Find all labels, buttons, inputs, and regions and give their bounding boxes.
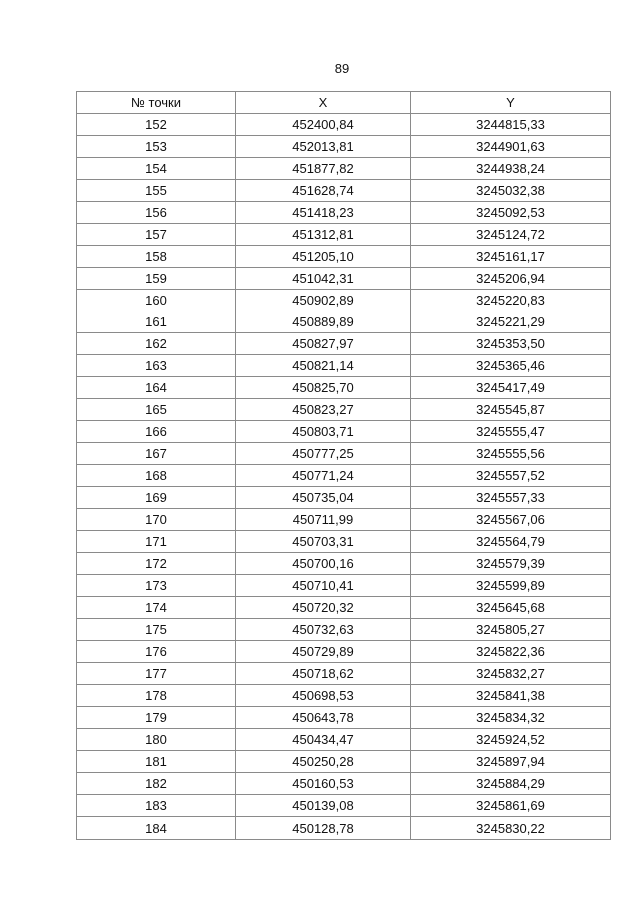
point-number-cell: 154 xyxy=(77,158,236,180)
point-number-cell: 156 xyxy=(77,202,236,224)
point-number-cell: 158 xyxy=(77,246,236,268)
coordinates-table xyxy=(76,91,611,840)
point-number-cell: 163 xyxy=(77,355,236,377)
table-row xyxy=(77,795,611,817)
x-cell: 450643,78 xyxy=(236,707,411,729)
table-row xyxy=(77,114,611,136)
point-number-cell: 168 xyxy=(77,465,236,487)
x-cell: 450889,89 xyxy=(236,311,411,333)
y-cell: 3245032,38 xyxy=(411,180,611,202)
y-cell: 3245884,29 xyxy=(411,773,611,795)
y-cell: 3245221,29 xyxy=(411,311,611,333)
header-point-number: № точки xyxy=(77,92,236,114)
point-number-cell: 174 xyxy=(77,597,236,619)
point-number-cell: 155 xyxy=(77,180,236,202)
table-row xyxy=(77,333,611,355)
table-row xyxy=(77,751,611,773)
point-number-cell: 153 xyxy=(77,136,236,158)
y-cell: 3245599,89 xyxy=(411,575,611,597)
point-number-cell: 179 xyxy=(77,707,236,729)
table-row xyxy=(77,465,611,487)
y-cell: 3245645,68 xyxy=(411,597,611,619)
table-row xyxy=(77,180,611,202)
point-number-cell: 181 xyxy=(77,751,236,773)
table-row xyxy=(77,641,611,663)
point-number-cell: 172 xyxy=(77,553,236,575)
point-number-cell: 170 xyxy=(77,509,236,531)
point-number-cell: 152 xyxy=(77,114,236,136)
y-cell: 3245557,33 xyxy=(411,487,611,509)
x-cell: 451042,31 xyxy=(236,268,411,290)
x-cell: 450803,71 xyxy=(236,421,411,443)
point-number-cell: 182 xyxy=(77,773,236,795)
table-row xyxy=(77,707,611,729)
x-cell: 450700,16 xyxy=(236,553,411,575)
table-row xyxy=(77,290,611,312)
y-cell: 3245841,38 xyxy=(411,685,611,707)
x-cell: 450718,62 xyxy=(236,663,411,685)
point-number-cell: 184 xyxy=(77,817,236,840)
y-cell: 3245557,52 xyxy=(411,465,611,487)
y-cell: 3245365,46 xyxy=(411,355,611,377)
table-row xyxy=(77,663,611,685)
x-cell: 450720,32 xyxy=(236,597,411,619)
x-cell: 450729,89 xyxy=(236,641,411,663)
table-row xyxy=(77,202,611,224)
point-number-cell: 183 xyxy=(77,795,236,817)
header-y: Y xyxy=(411,92,611,114)
point-number-cell: 176 xyxy=(77,641,236,663)
x-cell: 451205,10 xyxy=(236,246,411,268)
x-cell: 450698,53 xyxy=(236,685,411,707)
y-cell: 3245830,22 xyxy=(411,817,611,840)
y-cell: 3245579,39 xyxy=(411,553,611,575)
table-row xyxy=(77,553,611,575)
y-cell: 3245861,69 xyxy=(411,795,611,817)
y-cell: 3245545,87 xyxy=(411,399,611,421)
y-cell: 3245417,49 xyxy=(411,377,611,399)
x-cell: 450703,31 xyxy=(236,531,411,553)
x-cell: 451877,82 xyxy=(236,158,411,180)
page-number: 89 xyxy=(334,61,350,76)
table-row xyxy=(77,487,611,509)
y-cell: 3245206,94 xyxy=(411,268,611,290)
table-row xyxy=(77,443,611,465)
point-number-cell: 166 xyxy=(77,421,236,443)
table-row xyxy=(77,619,611,641)
y-cell: 3245124,72 xyxy=(411,224,611,246)
table-row xyxy=(77,377,611,399)
y-cell: 3245555,47 xyxy=(411,421,611,443)
y-cell: 3245353,50 xyxy=(411,333,611,355)
point-number-cell: 173 xyxy=(77,575,236,597)
table-row xyxy=(77,729,611,751)
x-cell: 450827,97 xyxy=(236,333,411,355)
x-cell: 452013,81 xyxy=(236,136,411,158)
table-row xyxy=(77,268,611,290)
table-row xyxy=(77,531,611,553)
table-row xyxy=(77,509,611,531)
table-row xyxy=(77,597,611,619)
table-row xyxy=(77,817,611,840)
point-number-cell: 175 xyxy=(77,619,236,641)
y-cell: 3245567,06 xyxy=(411,509,611,531)
table-row xyxy=(77,136,611,158)
y-cell: 3244815,33 xyxy=(411,114,611,136)
y-cell: 3245897,94 xyxy=(411,751,611,773)
table-row xyxy=(77,685,611,707)
x-cell: 450771,24 xyxy=(236,465,411,487)
table-row xyxy=(77,575,611,597)
point-number-cell: 160 xyxy=(77,290,236,312)
y-cell: 3245924,52 xyxy=(411,729,611,751)
y-cell: 3245564,79 xyxy=(411,531,611,553)
y-cell: 3244938,24 xyxy=(411,158,611,180)
x-cell: 450821,14 xyxy=(236,355,411,377)
x-cell: 450823,27 xyxy=(236,399,411,421)
point-number-cell: 161 xyxy=(77,311,236,333)
x-cell: 450777,25 xyxy=(236,443,411,465)
x-cell: 452400,84 xyxy=(236,114,411,136)
point-number-cell: 178 xyxy=(77,685,236,707)
x-cell: 450139,08 xyxy=(236,795,411,817)
x-cell: 450434,47 xyxy=(236,729,411,751)
x-cell: 450250,28 xyxy=(236,751,411,773)
point-number-cell: 157 xyxy=(77,224,236,246)
point-number-cell: 177 xyxy=(77,663,236,685)
y-cell: 3245832,27 xyxy=(411,663,611,685)
table-body xyxy=(77,114,611,840)
table-row xyxy=(77,311,611,333)
table-row xyxy=(77,355,611,377)
x-cell: 451418,23 xyxy=(236,202,411,224)
table-row xyxy=(77,421,611,443)
header-x: X xyxy=(236,92,411,114)
x-cell: 451628,74 xyxy=(236,180,411,202)
x-cell: 450711,99 xyxy=(236,509,411,531)
point-number-cell: 164 xyxy=(77,377,236,399)
x-cell: 451312,81 xyxy=(236,224,411,246)
point-number-cell: 162 xyxy=(77,333,236,355)
table-row xyxy=(77,158,611,180)
y-cell: 3245805,27 xyxy=(411,619,611,641)
point-number-cell: 165 xyxy=(77,399,236,421)
y-cell: 3245834,32 xyxy=(411,707,611,729)
y-cell: 3245161,17 xyxy=(411,246,611,268)
table-row xyxy=(77,246,611,268)
y-cell: 3245092,53 xyxy=(411,202,611,224)
y-cell: 3245220,83 xyxy=(411,290,611,312)
point-number-cell: 169 xyxy=(77,487,236,509)
y-cell: 3245555,56 xyxy=(411,443,611,465)
table-row xyxy=(77,399,611,421)
table-header-row xyxy=(77,92,611,114)
y-cell: 3244901,63 xyxy=(411,136,611,158)
x-cell: 450160,53 xyxy=(236,773,411,795)
x-cell: 450732,63 xyxy=(236,619,411,641)
x-cell: 450128,78 xyxy=(236,817,411,840)
table-row xyxy=(77,224,611,246)
point-number-cell: 167 xyxy=(77,443,236,465)
x-cell: 450825,70 xyxy=(236,377,411,399)
x-cell: 450710,41 xyxy=(236,575,411,597)
point-number-cell: 159 xyxy=(77,268,236,290)
x-cell: 450735,04 xyxy=(236,487,411,509)
point-number-cell: 180 xyxy=(77,729,236,751)
table-row xyxy=(77,773,611,795)
point-number-cell: 171 xyxy=(77,531,236,553)
x-cell: 450902,89 xyxy=(236,290,411,312)
y-cell: 3245822,36 xyxy=(411,641,611,663)
